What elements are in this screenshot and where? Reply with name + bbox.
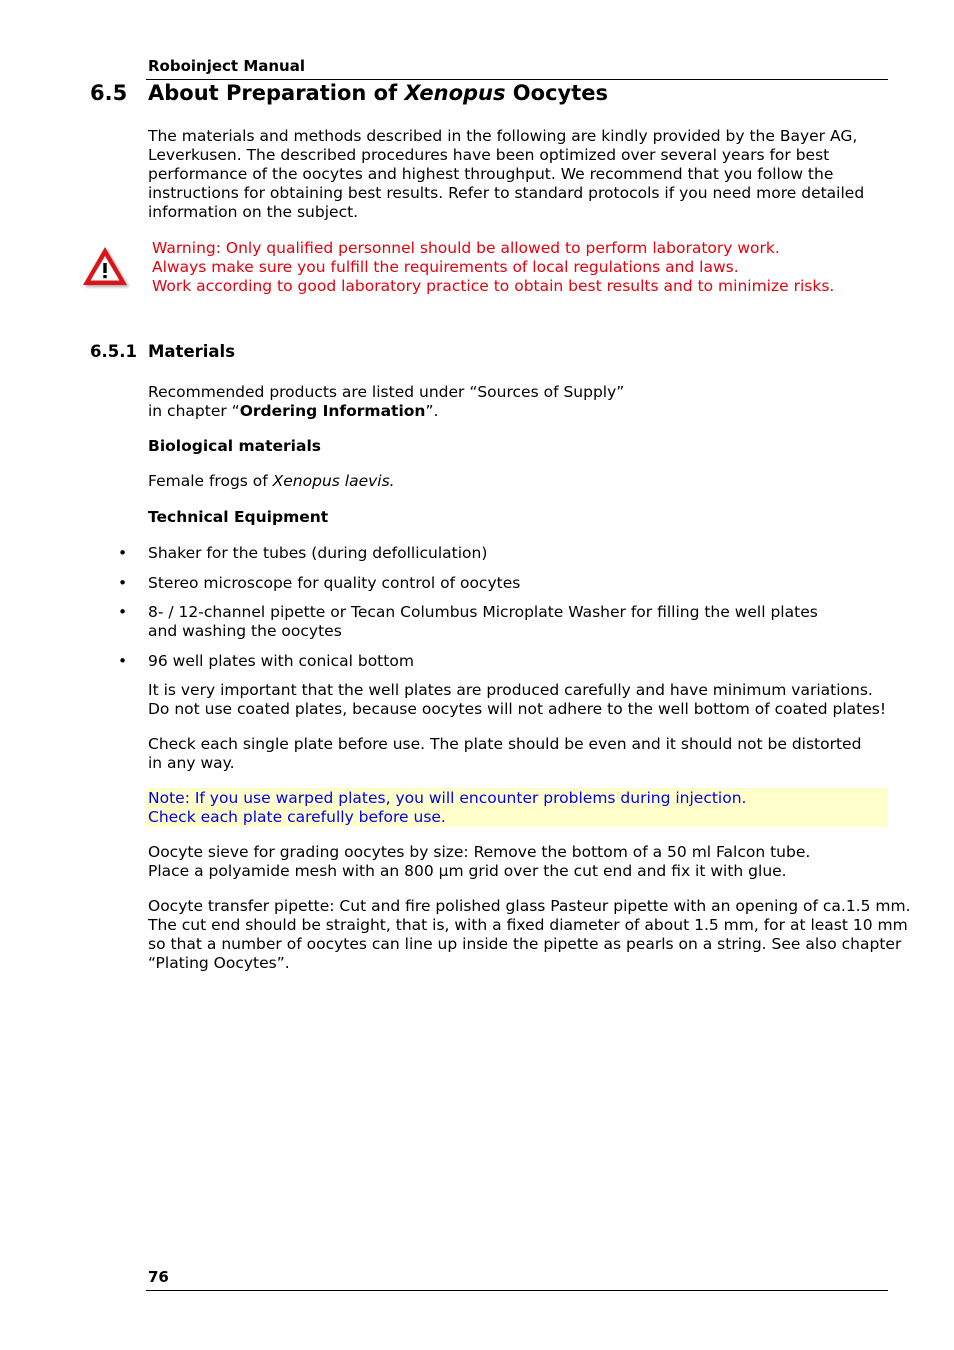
warning-line: Work according to good laboratory practice to obtain best results and to minimize risks. xyxy=(152,277,835,295)
subsection-number: 6.5.1 xyxy=(90,342,137,361)
bio-text-prefix: Female frogs of xyxy=(148,472,273,490)
paragraph-line: The cut end should be straight, that is, with a fixed diameter of about 1.5 mm, for at least 10 mm xyxy=(148,916,908,934)
intro-line: information on the subject. xyxy=(148,203,359,221)
paragraph-line: Oocyte sieve for grading oocytes by size: Remove the bottom of a 50 ml Falcon tube. xyxy=(148,843,811,861)
recommended-prefix: in chapter “ xyxy=(148,402,240,420)
bullet-marker: • xyxy=(118,544,128,562)
section-title-suffix: Oocytes xyxy=(505,81,609,105)
plate-check-paragraph xyxy=(148,735,861,773)
subsection-heading xyxy=(90,342,235,361)
bullet-text-line: and washing the oocytes xyxy=(148,622,342,640)
bullet-text: Shaker for the tubes (during defolliculation) xyxy=(148,544,488,562)
paragraph-line: Place a polyamide mesh with an 800 µm grid over the cut end and fix it with glue. xyxy=(148,862,787,880)
recommended-line-2 xyxy=(148,402,624,421)
section-heading xyxy=(90,81,608,105)
note-line: Check each plate carefully before use. xyxy=(148,808,446,826)
bullet-marker: • xyxy=(118,603,128,621)
bullet-marker: • xyxy=(118,652,128,670)
paragraph-line: Do not use coated plates, because oocytes will not adhere to the well bottom of coated plates! xyxy=(148,700,887,718)
footer-rule xyxy=(146,1290,888,1291)
warning-line: Warning: Only qualified personnel should be allowed to perform laboratory work. xyxy=(152,239,780,257)
recommended-suffix: ”. xyxy=(425,402,439,420)
paragraph-line: “Plating Oocytes”. xyxy=(148,954,290,972)
recommended-products-paragraph xyxy=(148,383,624,421)
intro-line: instructions for obtaining best results. Refer to standard protocols if you need more detailed xyxy=(148,184,865,202)
running-header-title: Roboinject Manual xyxy=(148,57,305,75)
header-rule xyxy=(146,79,888,80)
biological-materials-heading: Biological materials xyxy=(148,437,321,455)
note-line: Note: If you use warped plates, you will encounter problems during injection. xyxy=(148,789,747,807)
warning-message xyxy=(152,239,834,296)
intro-line: The materials and methods described in the following are kindly provided by the Bayer AG, xyxy=(148,127,858,145)
bullet-text: Stereo microscope for quality control of oocytes xyxy=(148,574,521,592)
section-number: 6.5 xyxy=(90,81,128,105)
intro-line: Leverkusen. The described procedures have been optimized over several years for best xyxy=(148,146,830,164)
oocyte-sieve-paragraph xyxy=(148,843,810,881)
species-name: Xenopus laevis. xyxy=(272,472,395,490)
bullet-text: 96 well plates with conical bottom xyxy=(148,652,414,670)
intro-line: performance of the oocytes and highest throughput. We recommend that you follow the xyxy=(148,165,834,183)
paragraph-line: It is very important that the well plates are produced carefully and have minimum variations. xyxy=(148,681,873,699)
recommended-line: Recommended products are listed under “Sources of Supply” xyxy=(148,383,625,401)
paragraph-line: in any way. xyxy=(148,754,235,772)
well-plate-quality-paragraph xyxy=(148,681,886,719)
note-message xyxy=(148,789,746,827)
subsection-title: Materials xyxy=(148,342,236,361)
warning-triangle-icon xyxy=(80,244,130,290)
ordering-information-reference: Ordering Information xyxy=(239,402,426,420)
biological-materials-text xyxy=(148,472,395,491)
intro-paragraph xyxy=(148,127,864,222)
warning-line: Always make sure you fulfill the requirements of local regulations and laws. xyxy=(152,258,739,276)
section-title-italic: Xenopus xyxy=(404,81,506,105)
section-title-prefix: About Preparation of xyxy=(148,81,405,105)
paragraph-line: Check each single plate before use. The plate should be even and it should not be distorted xyxy=(148,735,862,753)
bullet-marker: • xyxy=(118,574,128,592)
technical-equipment-heading: Technical Equipment xyxy=(148,508,329,526)
paragraph-line: Oocyte transfer pipette: Cut and fire polished glass Pasteur pipette with an opening of ca.1.5 mm. xyxy=(148,897,911,915)
page-number: 76 xyxy=(148,1268,169,1286)
oocyte-transfer-pipette-paragraph xyxy=(148,897,911,973)
bullet-text-line: 8- / 12-channel pipette or Tecan Columbus Microplate Washer for filling the well plates xyxy=(148,603,818,621)
bullet-text xyxy=(148,603,818,641)
paragraph-line: so that a number of oocytes can line up inside the pipette as pearls on a string. See also chapter xyxy=(148,935,902,953)
